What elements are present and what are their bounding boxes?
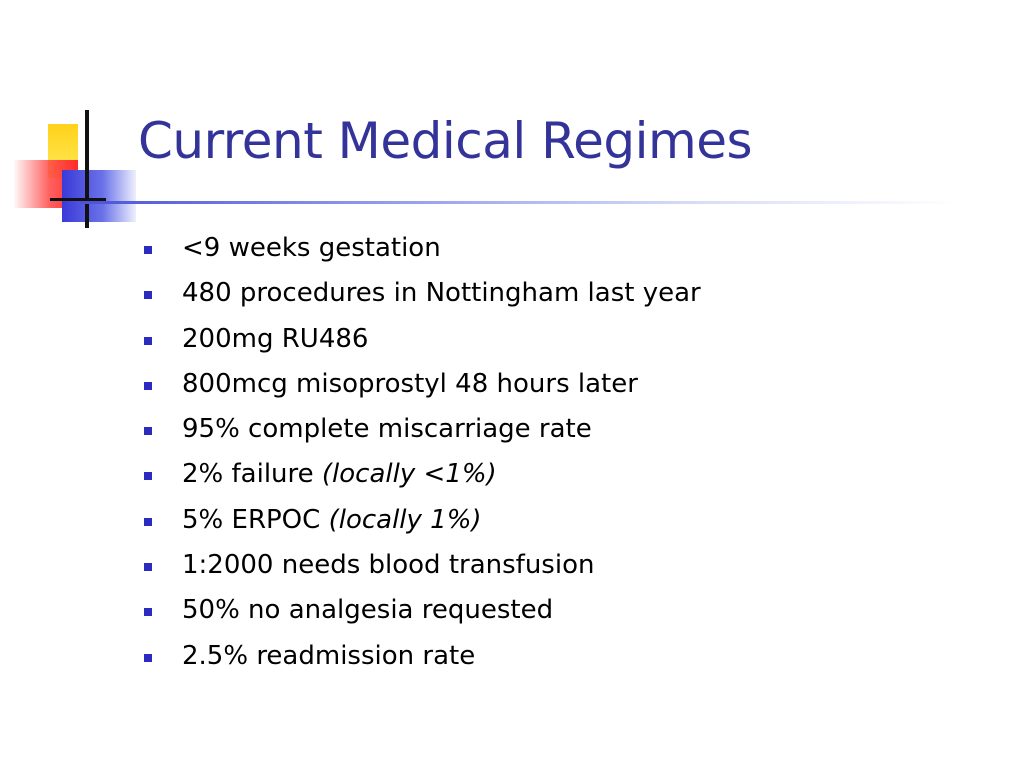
bullet-text: 5% ERPOC — [182, 504, 329, 535]
square-bullet-icon — [144, 246, 152, 254]
bullet-text: 800mcg misoprostyl 48 hours later — [182, 368, 638, 399]
square-bullet-icon — [144, 608, 152, 616]
slide-title: Current Medical Regimes — [138, 112, 753, 170]
bullet-text-wrap — [182, 543, 594, 588]
bullet-text: 480 procedures in Nottingham last year — [182, 278, 701, 309]
title-underline — [80, 201, 960, 204]
bullet-text: 95% complete miscarriage rate — [182, 414, 592, 445]
bullet-text: 50% no analgesia requested — [182, 595, 554, 626]
bullet-note: (locally <1%) — [321, 459, 497, 490]
blue-square — [62, 170, 136, 222]
bullet-text-wrap — [182, 317, 368, 362]
bullet-text-wrap — [182, 407, 592, 452]
bullet-note: (locally 1%) — [328, 504, 482, 535]
bullet-text-wrap — [182, 498, 482, 543]
square-bullet-icon — [144, 518, 152, 526]
square-bullet-icon — [144, 654, 152, 662]
bullet-text: 2.5% readmission rate — [182, 640, 476, 671]
square-bullet-icon — [144, 337, 152, 345]
bullet-text-wrap — [182, 634, 475, 679]
bullet-text-wrap — [182, 362, 638, 407]
bullet-text-wrap — [182, 226, 441, 271]
square-bullet-icon — [144, 563, 152, 571]
square-bullet-icon — [144, 382, 152, 390]
vertical-line — [85, 110, 89, 228]
square-bullet-icon — [144, 291, 152, 299]
square-bullet-icon — [144, 472, 152, 480]
bullet-text: 200mg RU486 — [182, 323, 369, 354]
decorative-logo — [0, 0, 160, 240]
bullet-text-wrap — [182, 271, 701, 316]
bullet-text-wrap — [182, 588, 553, 633]
bullet-text-wrap — [182, 452, 497, 497]
bullet-text: 2% failure — [182, 459, 322, 490]
bullet-text: <9 weeks gestation — [182, 233, 441, 263]
square-bullet-icon — [144, 427, 152, 435]
bullet-text: 1:2000 needs blood transfusion — [182, 550, 595, 581]
